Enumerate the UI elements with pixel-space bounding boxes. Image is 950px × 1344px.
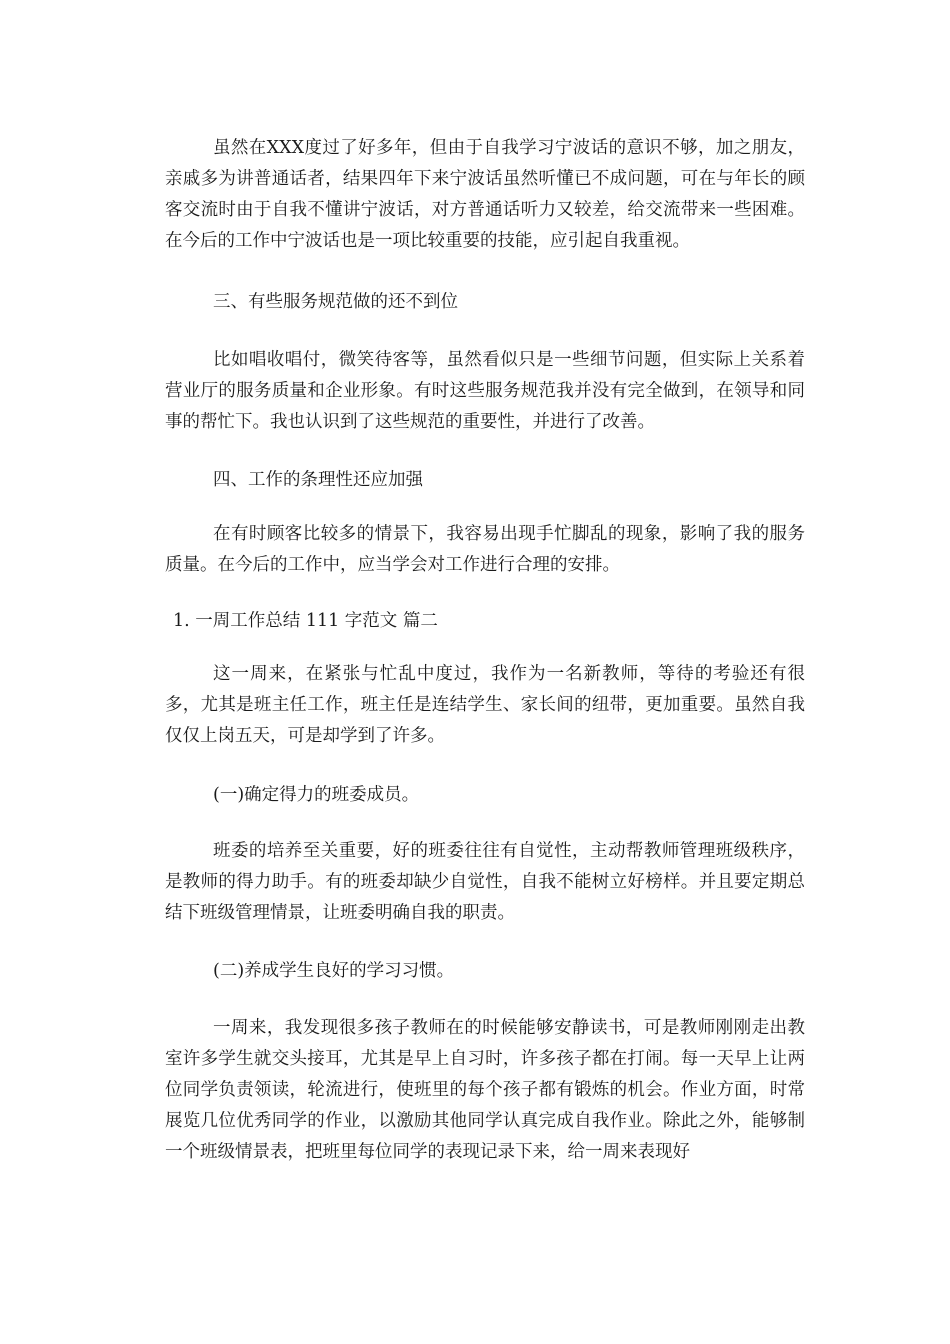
section-title-weekly-summary: 1. 一周工作总结 111 字范文 篇二 [173,611,438,631]
heading-work-organization: 四、工作的条理性还应加强 [213,470,423,490]
paragraph-work-organization: 在有时顾客比较多的情景下，我容易出现手忙脚乱的现象，影响了我的服务质量。在今后的工作中，应当学会对工作进行合理的安排。 [165,524,805,575]
paragraph-ningbo-dialect: 虽然在XXX度过了好多年，但由于自我学习宁波话的意识不够，加之朋友，亲戚多为讲普通话者，结果四年下来宁波话虽然听懂已不成问题，可在与年长的顾客交流时由于自我不懂讲宁波话，对方普通话听力又较差，给交流带来一些困难。在今后的工作中宁波话也是一项比较重要的技能，应引起自我重视。 [165,138,805,251]
subheading-class-committee: (一)确定得力的班委成员。 [213,785,420,805]
paragraph-service-standards: 比如唱收唱付，微笑待客等，虽然看似只是一些细节问题，但实际上关系着营业厅的服务质量和企业形象。有时这些服务规范我并没有完全做到，在领导和同事的帮忙下。我也认识到了这些规范的重要性，并进行了改善。 [165,350,805,432]
subheading-study-habits: (二)养成学生良好的学习习惯。 [213,961,455,981]
paragraph-new-teacher-week: 这一周来，在紧张与忙乱中度过，我作为一名新教师，等待的考验还有很多，尤其是班主任工作，班主任是连结学生、家长间的纽带，更加重要。虽然自我仅仅上岗五天，可是却学到了许多。 [165,664,805,746]
paragraph-study-habits: 一周来，我发现很多孩子教师在的时候能够安静读书，可是教师刚刚走出教室许多学生就交头接耳，尤其是早上自习时，许多孩子都在打闹。每一天早上让两位同学负责领读，轮流进行，使班里的每个孩子都有锻炼的机会。作业方面，时常展览几位优秀同学的作业，以激励其他同学认真完成自我作业。除此之外，能够制一个班级情景表，把班里每位同学的表现记录下来，给一周来表现好 [165,1018,805,1162]
paragraph-class-committee: 班委的培养至关重要，好的班委往往有自觉性，主动帮教师管理班级秩序，是教师的得力助手。有的班委却缺少自觉性，自我不能树立好榜样。并且要定期总结下班级管理情景，让班委明确自我的职责。 [165,841,805,923]
heading-service-standards: 三、有些服务规范做的还不到位 [213,292,458,312]
